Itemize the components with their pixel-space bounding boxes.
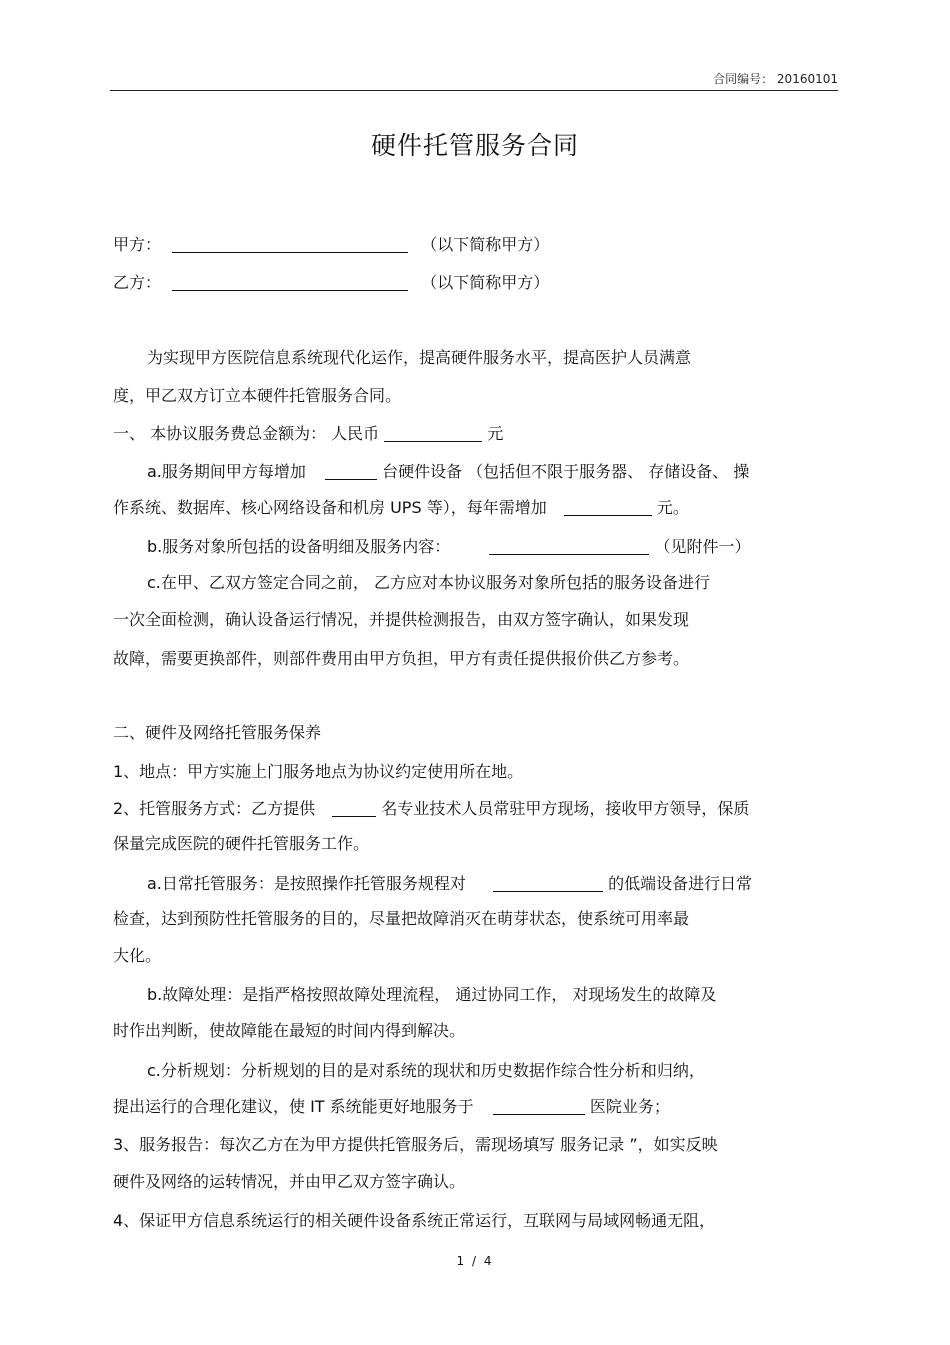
contract-number (713, 70, 838, 87)
daily-service-text-2: 的低端设备进行日常 (608, 874, 753, 893)
party-b-line (113, 273, 549, 293)
party-b-label: 乙方： (113, 273, 162, 292)
item-3-line-2: 硬件及网络的运转情况，并由甲乙双方签字确认。 (113, 1172, 466, 1191)
header-divider (110, 90, 838, 91)
fee-unit: 元 (487, 424, 504, 443)
device-scope-blank[interactable] (493, 875, 603, 892)
service-content-blank[interactable] (489, 538, 649, 555)
party-b-blank[interactable] (172, 274, 408, 291)
clause-c-line: c.在甲、乙双方签定合同之前， 乙方应对本协议服务对象所包括的服务设备进行 (147, 573, 710, 592)
analysis-line-2 (113, 1097, 670, 1117)
party-a-blank[interactable] (172, 236, 408, 253)
party-a-line (113, 235, 549, 255)
staff-count-blank[interactable] (332, 800, 376, 817)
page-number: 1 / 4 (456, 1254, 494, 1268)
daily-service-line-3: 大化。 (113, 946, 162, 965)
contract-number-label: 合同编号： (713, 72, 774, 86)
clause-a-text-4: 元。 (656, 498, 689, 517)
fee-text: 一、 本协议服务费总金额为： 人民币 (113, 424, 380, 443)
clause-c-line: 故障，需要更换部件，则部件费用由甲方负担，甲方有责任提供报价供乙方参考。 (113, 649, 690, 668)
clause-a-text-3: 作系统、数据库、核心网络设备和机房 UPS 等），每年需增加 (113, 498, 547, 517)
daily-service-line (147, 874, 752, 894)
clause-b-line (147, 537, 750, 557)
party-a-suffix: （以下简称甲方） (421, 235, 550, 254)
item-2-text-2: 名专业技术人员常驻甲方现场，接收甲方领导，保质 (381, 799, 750, 818)
document-title: 硬件托管服务合同 (370, 131, 579, 160)
fault-handling-line-2: 时作出判断，使故障能在最短的时间内得到解决。 (113, 1021, 466, 1040)
clause-a-line-2 (113, 498, 689, 518)
fault-handling-line: b.故障处理：是指严格按照故障处理流程， 通过协同工作， 对现场发生的故障及 (147, 985, 717, 1004)
contract-number-value: 20160101 (776, 72, 838, 86)
paragraph-line: 度，甲乙双方订立本硬件托管服务合同。 (113, 386, 402, 405)
clause-b-suffix: （见附件一） (654, 537, 751, 556)
analysis-line: c.分析规划：分析规划的目的是对系统的现状和历史数据作综合性分析和归纳， (147, 1061, 705, 1080)
device-count-blank[interactable] (325, 463, 377, 480)
party-a-label: 甲方： (113, 235, 162, 254)
clause-a-line (147, 462, 749, 482)
analysis-text: 提出运行的合理化建议，使 IT 系统能更好地服务于 (113, 1097, 474, 1116)
clause-b-text: b.服务对象所包括的设备明细及服务内容： (147, 537, 451, 556)
fee-blank[interactable] (384, 425, 482, 442)
item-1-line: 1、地点：甲方实施上门服务地点为协议约定使用所在地。 (113, 762, 524, 781)
clause-a-text-2: 台硬件设备 （包括但不限于服务器、 存储设备、 操 (382, 462, 750, 481)
item-2-text: 2、托管服务方式：乙方提供 (113, 799, 316, 818)
annual-fee-blank[interactable] (564, 499, 652, 516)
daily-service-line-2: 检查，达到预防性托管服务的目的，尽量把故障消灭在萌芽状态，使系统可用率最 (113, 909, 690, 928)
hospital-blank[interactable] (493, 1098, 585, 1115)
item-3-line: 3、服务报告：每次乙方在为甲方提供托管服务后，需现场填写 服务记录 ”，如实反映 (113, 1135, 718, 1154)
party-b-suffix: （以下简称甲方） (421, 273, 550, 292)
paragraph-line: 为实现甲方医院信息系统现代化运作，提高硬件服务水平，提高医护人员满意 (147, 348, 692, 367)
analysis-text-2: 医院业务； (589, 1097, 670, 1116)
section-1-fee (113, 424, 503, 444)
clause-a-text: a.服务期间甲方每增加 (147, 462, 306, 481)
daily-service-text: a.日常托管服务：是按照操作托管服务规程对 (147, 874, 466, 893)
clause-c-line: 一次全面检测，确认设备运行情况，并提供检测报告，由双方签字确认，如果发现 (113, 610, 690, 629)
item-2-line-2: 保量完成医院的硬件托管服务工作。 (113, 834, 370, 853)
item-2-line (113, 799, 749, 819)
section-2-heading: 二、硬件及网络托管服务保养 (113, 723, 322, 742)
item-4-line: 4、保证甲方信息系统运行的相关硬件设备系统正常运行，互联网与局域网畅通无阻， (113, 1211, 716, 1230)
